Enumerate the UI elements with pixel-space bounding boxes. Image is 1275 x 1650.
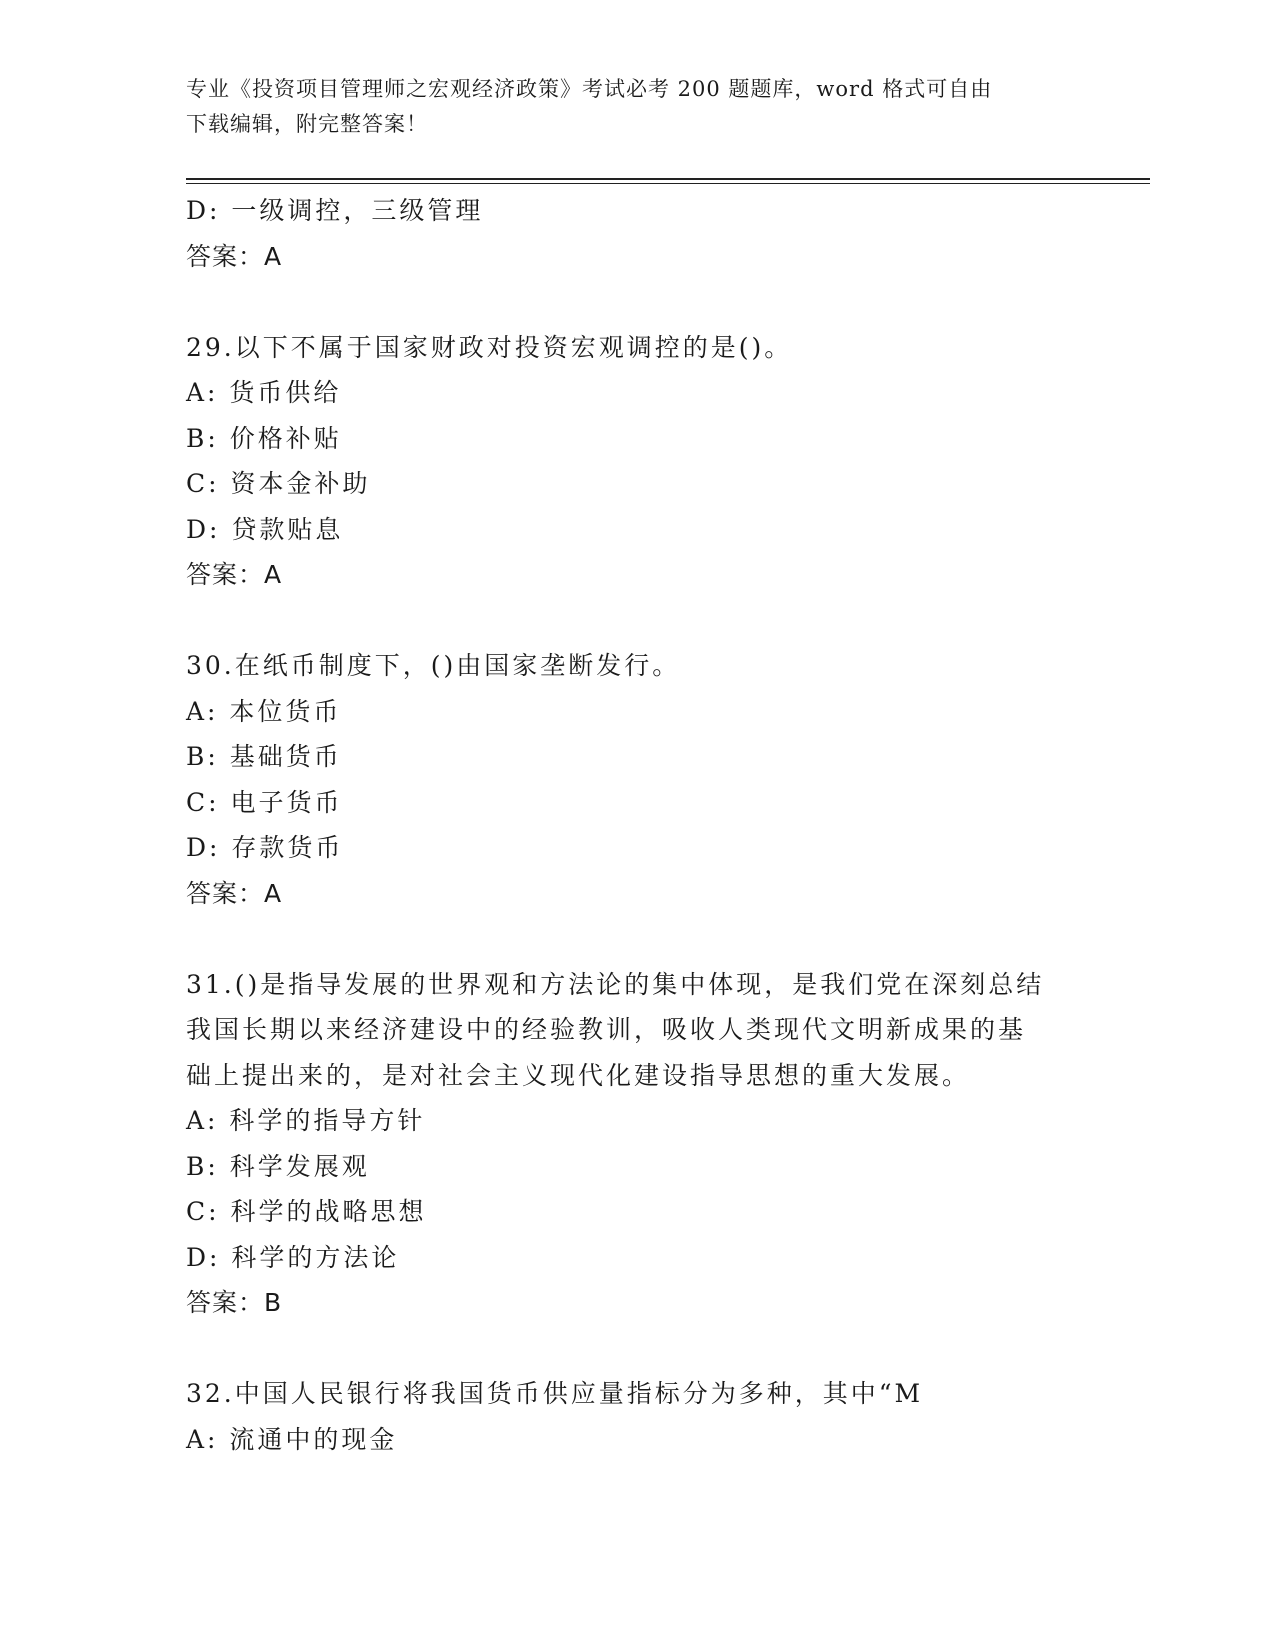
question-stem: 29.以下不属于国家财政对投资宏观调控的是()。 — [186, 332, 793, 362]
option-b: B: 基础货币 — [186, 742, 342, 771]
option-d: D: 存款货币 — [186, 833, 344, 862]
option-c: C: 资本金补助 — [186, 469, 371, 498]
answer-line: 答案：A — [186, 878, 283, 908]
header-line-2: 下载编辑，附完整答案！ — [186, 112, 428, 136]
question-stem-line-2: 我国长期以来经济建设中的经验教训，吸收人类现代文明新成果的基 — [186, 1015, 1027, 1044]
option-b: B: 科学发展观 — [186, 1151, 370, 1181]
question-stem: 32.中国人民银行将我国货币供应量指标分为多种，其中“M — [186, 1379, 924, 1408]
option-a: A: 本位货币 — [186, 696, 342, 726]
option-b: B: 价格补贴 — [186, 423, 342, 453]
question-stem-line-3: 础上提出来的，是对社会主义现代化建设指导思想的重大发展。 — [186, 1060, 971, 1090]
question-gap — [186, 598, 1086, 644]
option-a: A: 科学的指导方针 — [186, 1106, 426, 1135]
option-a: A: 流通中的现金 — [186, 1424, 398, 1454]
option-d: D: 科学的方法论 — [186, 1242, 400, 1272]
header-rule-thin — [186, 183, 1150, 184]
answer-line: 答案：B — [186, 1288, 283, 1317]
header-rule-thick — [186, 178, 1150, 180]
question-list — [186, 188, 1086, 1462]
question-gap — [186, 916, 1086, 962]
option-d: D: 一级调控，三级管理 — [186, 196, 484, 225]
question-gap — [186, 279, 1086, 325]
answer-line: 答案：A — [186, 560, 283, 589]
question-stem: 30.在纸币制度下，()由国家垄断发行。 — [186, 651, 681, 680]
document-header — [186, 72, 1066, 142]
question-stem-line-1: 31.()是指导发展的世界观和方法论的集中体现，是我们党在深刻总结 — [186, 969, 1045, 999]
header-line-1: 专业《投资项目管理师之宏观经济政策》考试必考 200 题题库，word 格式可自由 — [186, 77, 993, 101]
option-a: A: 货币供给 — [186, 378, 342, 407]
option-c: C: 科学的战略思想 — [186, 1197, 427, 1226]
question-gap — [186, 1326, 1086, 1372]
answer-line: 答案：A — [186, 241, 283, 271]
option-d: D: 贷款贴息 — [186, 514, 344, 544]
option-c: C: 电子货币 — [186, 787, 343, 817]
